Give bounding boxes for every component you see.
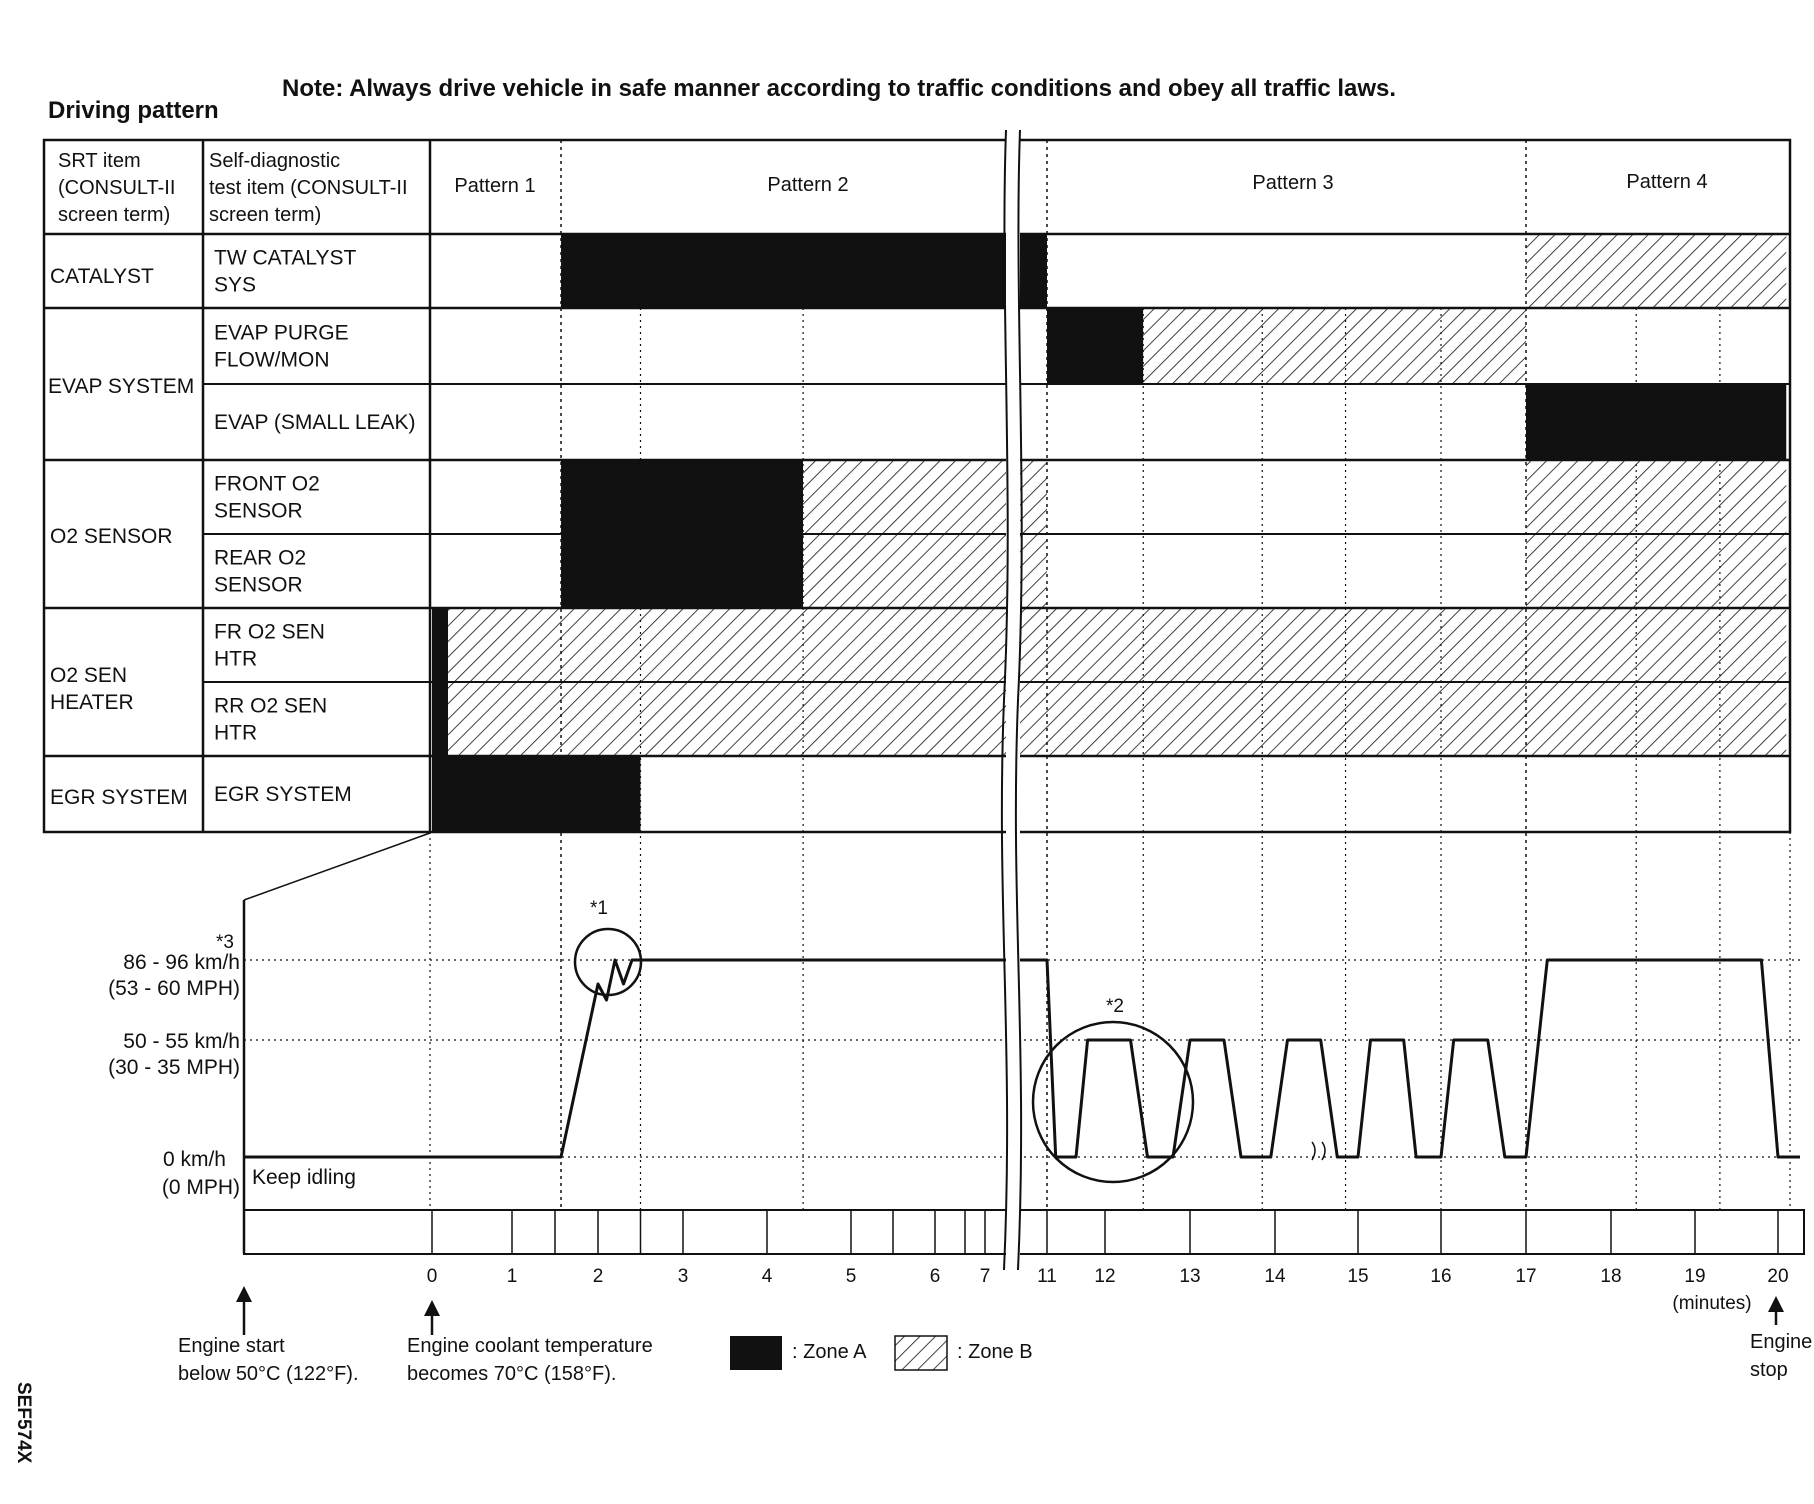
time-tick-label: 6 — [929, 1266, 941, 1287]
coolant-temperature-label: Engine coolant temperature becomes 70°C (158°F). — [407, 1335, 653, 1385]
time-tick-label: 12 — [1094, 1266, 1116, 1287]
leader-line — [244, 833, 430, 900]
footnote-3: *3 — [216, 932, 234, 953]
pattern-2-header: Pattern 2 — [767, 174, 849, 196]
figure-code: SEF574X — [13, 1382, 34, 1464]
group-evap-system: EVAP SYSTEM — [48, 375, 195, 398]
legend-zone-a-label: : Zone A — [792, 1341, 867, 1363]
zone-a-bar — [1526, 384, 1786, 460]
group-catalyst: CATALYST — [50, 265, 154, 288]
time-tick-label: 4 — [761, 1266, 773, 1287]
footnote-2: *2 — [1106, 996, 1124, 1017]
zone-b-bar — [1526, 460, 1786, 534]
time-tick-label: 17 — [1515, 1266, 1537, 1287]
zone-b-bar — [1526, 534, 1786, 608]
level-1-mph: (53 - 60 MPH) — [108, 977, 240, 1000]
time-tick-label: 2 — [592, 1266, 604, 1287]
srt-item-header: SRT item (CONSULT-II screen term) — [58, 150, 176, 226]
row-item-label: FR O2 SEN HTR — [214, 620, 325, 671]
break-mark — [1002, 125, 1022, 1275]
self-diag-header: Self-diagnostic test item (CONSULT-II screen term) — [209, 150, 408, 226]
footnote-2-circle — [1033, 1022, 1193, 1182]
page-title: Driving pattern — [48, 97, 219, 124]
time-tick-label: 1 — [506, 1266, 518, 1287]
level-3-kmh: 0 km/h — [162, 1148, 226, 1171]
legend-zone-b-swatch — [895, 1336, 947, 1370]
engine-start-arrow-icon — [236, 1286, 252, 1335]
level-1-kmh: 86 - 96 km/h — [123, 951, 240, 974]
zone-b-bar — [448, 682, 1786, 756]
engine-stop-label: Engine stop — [1750, 1331, 1813, 1381]
time-tick-label: 5 — [845, 1266, 857, 1287]
safety-note: Note: Always drive vehicle in safe manner according to traffic conditions and obey all traffic laws. — [282, 75, 1397, 102]
footnote-1: *1 — [590, 898, 608, 919]
pattern-4-header: Pattern 4 — [1626, 171, 1708, 193]
zone-a-bar — [432, 608, 448, 682]
group-egr-system: EGR SYSTEM — [50, 786, 188, 809]
zone-a-bar — [1047, 308, 1143, 384]
zone-a-bar — [561, 234, 1047, 308]
group-labels — [48, 265, 194, 809]
time-tick-label: 14 — [1264, 1266, 1286, 1287]
zone-a-bar — [561, 534, 803, 608]
engine-start-label: Engine start below 50°C (122°F). — [178, 1335, 359, 1385]
legend-zone-b-label: : Zone B — [957, 1341, 1033, 1363]
level-2-mph: (30 - 35 MPH) — [108, 1056, 240, 1079]
zone-b-bar — [448, 608, 1786, 682]
pattern-1-header: Pattern 1 — [454, 175, 536, 197]
time-tick-label: 20 — [1767, 1266, 1789, 1287]
zone-a-bar — [432, 756, 641, 832]
table-header — [58, 150, 1708, 226]
time-tick-label: 7 — [979, 1266, 991, 1287]
pattern-3-header: Pattern 3 — [1252, 172, 1334, 194]
time-strip-box — [244, 1210, 1804, 1254]
time-tick-label: 11 — [1037, 1266, 1057, 1287]
row-item-label: EVAP PURGE FLOW/MON — [214, 321, 349, 372]
level-3-mph: (0 MPH) — [161, 1176, 240, 1199]
coolant-arrow-icon — [424, 1300, 440, 1335]
engine-stop-arrow-icon — [1768, 1296, 1784, 1325]
time-tick-label: 15 — [1347, 1266, 1369, 1287]
zone-b-bar — [1143, 308, 1526, 384]
time-unit-label: (minutes) — [1672, 1293, 1752, 1314]
time-tick-label: 3 — [677, 1266, 689, 1287]
annotations — [178, 1286, 1814, 1385]
group-o2-sensor: O2 SENSOR — [50, 525, 173, 548]
zone-b-bar — [1526, 234, 1786, 308]
level-2-kmh: 50 - 55 km/h — [123, 1030, 240, 1053]
time-strip — [244, 1210, 1804, 1254]
row-item-label: TW CATALYST SYS — [214, 246, 357, 297]
zone-a-bar — [432, 682, 448, 756]
group-o2-sen-heater: O2 SEN HEATER — [50, 664, 134, 714]
time-tick-label: 13 — [1179, 1266, 1201, 1287]
time-tick-label: 0 — [426, 1266, 438, 1287]
speed-chart — [108, 833, 1804, 1314]
legend-zone-a-swatch — [730, 1336, 782, 1370]
time-tick-labels — [427, 1266, 1789, 1287]
time-tick-label: 16 — [1430, 1266, 1452, 1287]
row-item-label: FRONT O2 SENSOR — [214, 472, 320, 523]
time-tick-label: 19 — [1684, 1266, 1706, 1287]
legend — [730, 1336, 1033, 1370]
row-item-label: EVAP (SMALL LEAK) — [214, 411, 416, 434]
time-tick-label: 18 — [1600, 1266, 1622, 1287]
row-item-label: EGR SYSTEM — [214, 783, 352, 806]
row-item-label: REAR O2 SENSOR — [214, 546, 307, 597]
row-item-label: RR O2 SEN HTR — [214, 694, 328, 745]
zone-a-bar — [561, 460, 803, 534]
keep-idling-label: Keep idling — [252, 1166, 356, 1189]
row-item-labels — [214, 247, 416, 807]
